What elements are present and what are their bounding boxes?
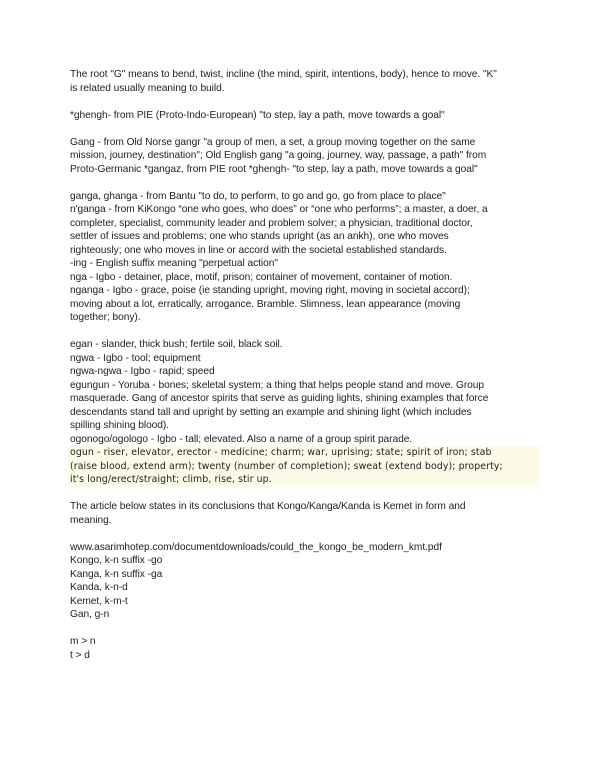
url-text: www.asarimhotep.com/documentdownloads/could_the_kongo_be_modern_kmt.pdf <box>70 541 442 553</box>
highlighted-text-line: ogun - riser, elevator, erector - medicine; charm; war, uprising; state; spirit of iron; stab <box>68 446 540 460</box>
document-body <box>70 68 540 662</box>
paragraph-root-g <box>70 68 540 95</box>
text-line: -ing - English suffix meaning "perpetual action" <box>70 258 278 269</box>
text-line: masquerade. Gang of ancestor spirits that serve as guiding lights, shining examples that force <box>70 393 489 404</box>
text-line: The article below states in its conclusions that Kongo/Kanga/Kanda is Kemet in form and <box>70 501 466 512</box>
text-line: meaning. <box>70 514 112 526</box>
paragraph-sound-shifts <box>70 635 540 662</box>
text-line: nganga - Igbo - grace, poise (ie standing upright, moving right, moving in societal accord); <box>70 285 470 296</box>
text-line: is related usually meaning to build. <box>70 82 225 94</box>
text-line: moving about a lot, erratically, arrogance. Bramble. Slimness, lean appearance (moving <box>70 298 461 310</box>
text-line: descendants stand tall and upright by setting an example and shining light (which includes <box>70 406 472 418</box>
text-line: ngwa - Igbo - tool; equipment <box>70 352 201 364</box>
text-line: egungun - Yoruba - bones; skeletal system; a thing that helps people stand and move. Group <box>70 379 485 391</box>
text-line: ganga, ghanga - from Bantu "to do, to perform, to go and go, go from place to place" <box>70 190 446 202</box>
paragraph-kongo-list <box>70 541 540 622</box>
paragraph-ganga <box>70 190 540 325</box>
text-line: nga - Igbo - detainer, place, motif, prison; container of movement, container of motion. <box>70 271 453 283</box>
text-line: n'ganga - from KiKongo “one who goes, who does” or “one who performs”; a master, a doer, a <box>70 204 488 215</box>
text-line: ngwa-ngwa - Igbo - rapid; speed <box>70 366 215 377</box>
text-line: Gang - from Old Norse gangr "a group of men, a set, a group moving together on the same <box>70 136 476 148</box>
paragraph-article-note <box>70 500 540 527</box>
paragraph-pie <box>70 109 540 123</box>
paragraph-gang <box>70 136 540 177</box>
text-line: settler of issues and problems; one who stands upright (as an ankh), one who moves <box>70 231 449 242</box>
text-line: righteously; one who moves in line or accord with the societal established standards. <box>70 244 447 256</box>
list-item: Kanda, k-n-d <box>70 582 128 593</box>
highlighted-text-line: it's long/erect/straight; climb, rise, stir up. <box>68 473 540 487</box>
list-item: Kemet, k-m-t <box>70 595 128 607</box>
list-item: m > n <box>70 636 96 647</box>
text-line: ogonogo/ogologo - Igbo - tall; elevated. Also a name of a group spirit parade. <box>70 433 413 445</box>
list-item: t > d <box>70 649 90 661</box>
text-line: together; bony). <box>70 312 141 323</box>
text-line: spilling shining blood). <box>70 420 170 431</box>
paragraph-egan <box>70 338 540 487</box>
list-item: Kongo, k-n suffix -go <box>70 555 163 566</box>
list-item: Gan, g-n <box>70 609 110 620</box>
text-line: egan - slander, thick bush; fertile soil, black soil. <box>70 339 283 350</box>
list-item: Kanga, k-n suffix -ga <box>70 568 163 580</box>
text-line: Proto-Germanic *gangaz, from PIE root *ghengh- "to step, lay a path, move towards a goal" <box>70 163 478 175</box>
text-line: The root "G" means to bend, twist, incline (the mind, spirit, intentions, body), hence to move. "K" <box>70 69 497 80</box>
highlighted-text-line: (raise blood, extend arm); twenty (number of completion); sweat (extend body); property; <box>68 460 540 474</box>
text-line: *ghengh- from PIE (Proto-Indo-European) "to step, lay a path, move towards a goal" <box>70 109 445 121</box>
text-line: mission, journey, destination"; Old English gang "a going, journey, way, passage, a path" from <box>70 150 487 161</box>
text-line: completer, specialist, community leader and problem solver; a physician, traditional doctor, <box>70 217 473 229</box>
